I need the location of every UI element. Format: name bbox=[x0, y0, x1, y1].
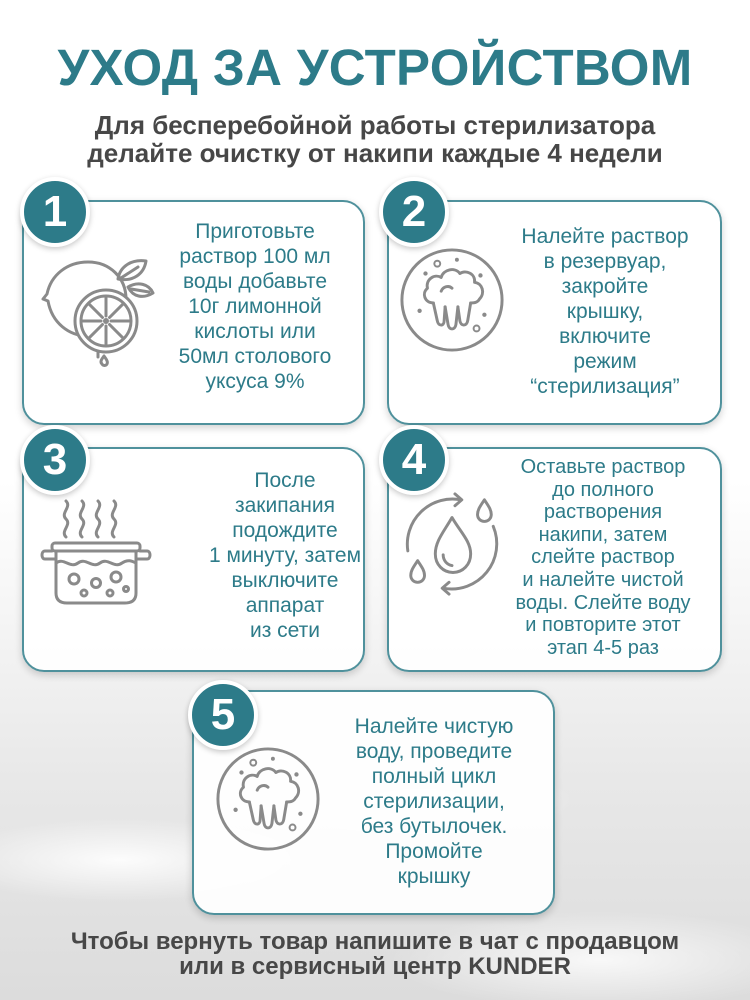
step-5-text bbox=[319, 714, 549, 889]
step-text-line: Оставьте раствор bbox=[520, 456, 686, 478]
step-number-badge: 5 bbox=[188, 680, 258, 750]
boiling-pot-icon bbox=[40, 497, 152, 609]
step-text-line: крышку, bbox=[566, 300, 644, 323]
step-text-line: стерилизации, bbox=[363, 790, 505, 813]
step-1-text bbox=[145, 219, 365, 394]
step-text-line: После bbox=[254, 469, 316, 492]
step-text-line: в резервуар, bbox=[543, 250, 667, 273]
subtitle-line: Для бесперебойной работы стерилизатора bbox=[94, 110, 656, 140]
step-text-line: полный цикл bbox=[371, 765, 497, 788]
step-number-badge: 3 bbox=[20, 425, 90, 495]
step-text-line: закройте bbox=[561, 275, 649, 298]
steam-cloud-icon bbox=[398, 246, 506, 354]
step-text-line: аппарат bbox=[245, 594, 325, 617]
step-text-line: и повторите этот bbox=[525, 614, 681, 637]
step-text-line: кислоты или bbox=[194, 320, 316, 343]
step-text-line: уксуса 9% bbox=[205, 370, 305, 393]
subtitle-line: делайте очистку от накипи каждые 4 недели bbox=[87, 138, 663, 168]
step-number-badge: 2 bbox=[379, 177, 449, 247]
step-number-badge: 1 bbox=[20, 177, 90, 247]
step-text-line: “стерилизация” bbox=[530, 375, 680, 398]
step-text-line: и налейте чистой bbox=[522, 568, 684, 591]
step-text-line: Налейте чистую bbox=[354, 715, 514, 738]
step-text-line: Налейте раствор bbox=[521, 225, 689, 248]
step-4-text bbox=[488, 456, 718, 659]
step-text-line: воды добавьте bbox=[183, 270, 327, 293]
step-text-line: раствор 100 мл bbox=[179, 245, 331, 268]
footer-line: или в сервисный центр KUNDER bbox=[179, 953, 571, 980]
step-text-line: из сети bbox=[249, 619, 321, 642]
step-text-line: растворения bbox=[543, 501, 663, 524]
step-text-line: выключите bbox=[231, 569, 339, 592]
step-text-line: слейте раствор bbox=[531, 546, 675, 569]
step-text-line: Промойте bbox=[385, 840, 483, 863]
steam-cloud-icon bbox=[214, 745, 322, 853]
step-text-line: режим bbox=[573, 350, 637, 373]
step-text-line: включите bbox=[559, 325, 651, 348]
step-text-line: закипания bbox=[235, 494, 335, 517]
step-text-line: накипи, затем bbox=[538, 523, 668, 546]
step-text-line: 50мл столового bbox=[178, 345, 332, 368]
step-3-text bbox=[175, 468, 395, 643]
step-text-line: до полного bbox=[552, 478, 654, 501]
step-text-line: 10г лимонной bbox=[188, 295, 322, 318]
page-title: УХОД ЗА УСТРОЙСТВОМ bbox=[57, 39, 693, 96]
footer-line: Чтобы вернуть товар напишите в чат с продавцом bbox=[70, 928, 680, 955]
step-text-line: подождите bbox=[232, 519, 338, 542]
step-text-line: крышку bbox=[397, 865, 471, 888]
step-text-line: воду, проведите bbox=[355, 740, 513, 763]
lemon-slice-icon bbox=[40, 253, 155, 368]
step-number-badge: 4 bbox=[379, 425, 449, 495]
step-text-line: этап 4-5 раз bbox=[547, 636, 659, 659]
page-subtitle bbox=[0, 111, 750, 167]
step-text-line: Приготовьте bbox=[195, 220, 315, 243]
return-notice bbox=[0, 929, 750, 979]
step-text-line: воды. Слейте воду bbox=[515, 591, 691, 614]
step-text-line: 1 минуту, затем bbox=[208, 544, 362, 567]
step-text-line: без бутылочек. bbox=[360, 815, 508, 838]
step-2-text bbox=[495, 224, 715, 399]
